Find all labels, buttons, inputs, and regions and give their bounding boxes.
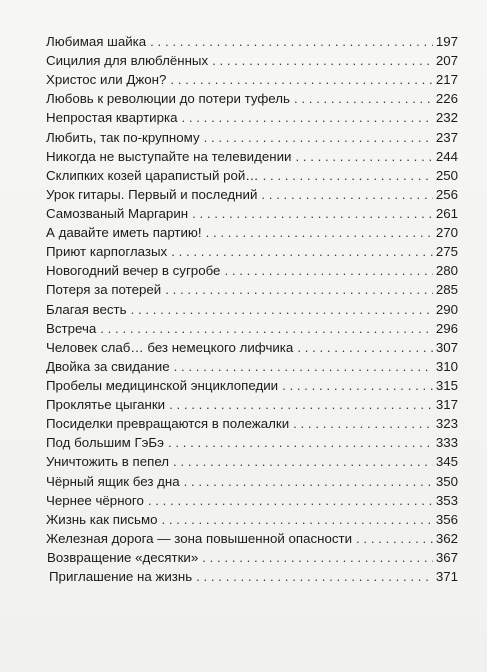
toc-entry-title: Никогда не выступайте на телевидении: [46, 148, 292, 164]
toc-dot-leader: [170, 70, 432, 89]
toc-entry-title: Непростая квартирка: [46, 110, 178, 126]
toc-dot-leader: [174, 357, 433, 376]
toc-entry-title: Благая весть: [46, 301, 127, 317]
toc-entry-page: 232: [435, 110, 458, 126]
toc-entry: [46, 128, 458, 147]
toc-entry: [46, 395, 458, 414]
toc-dot-leader: [131, 300, 433, 319]
toc-dot-leader: [148, 491, 433, 510]
toc-entry: [46, 166, 458, 185]
toc-dot-leader: [184, 472, 433, 491]
toc-entry-page: 333: [435, 435, 458, 451]
toc-entry-page: 307: [435, 339, 458, 355]
toc-entry-title: А давайте иметь партию!: [46, 225, 202, 241]
toc-entry-title: Сицилия для влюблённых: [46, 53, 209, 69]
toc-entry-page: 237: [435, 129, 458, 145]
toc-entry: [46, 433, 458, 452]
toc-entry: [46, 357, 458, 376]
toc-entry: [46, 472, 458, 491]
toc-entry-title: Склипких козей царапистый рой…: [46, 167, 259, 183]
toc-entry-page: 280: [435, 263, 458, 279]
toc-entry-page: 315: [435, 377, 458, 393]
toc-entry: [46, 280, 458, 299]
toc-dot-leader: [171, 242, 433, 261]
toc-entry-title: Самозваный Маргарин: [46, 205, 189, 221]
toc-dot-leader: [202, 548, 433, 567]
toc-entry-title: Приглашение на жизнь: [49, 569, 193, 585]
toc-entry: [46, 204, 458, 223]
toc-entry-title: Уничтожить в пепел: [46, 454, 170, 470]
toc-entry-page: 285: [435, 282, 458, 298]
toc-dot-leader: [100, 319, 433, 338]
toc-entry-page: 226: [435, 91, 458, 107]
toc-entry: [46, 32, 458, 51]
toc-entry-page: 197: [435, 34, 458, 49]
toc-entry: [46, 491, 458, 510]
toc-entry-page: 323: [435, 416, 458, 432]
toc-entry: [46, 548, 458, 567]
toc-entry: [46, 242, 458, 261]
toc-dot-leader: [168, 433, 433, 452]
toc-entry-page: 353: [435, 492, 458, 508]
toc-entry: [46, 108, 458, 127]
toc-entry: [46, 185, 458, 204]
toc-entry-title: Двойка за свидание: [46, 358, 170, 374]
toc-entry-page: 261: [435, 205, 458, 221]
toc-entry-page: 310: [435, 358, 458, 374]
toc-entry-title: Чернее чёрного: [46, 492, 144, 508]
toc-dot-leader: [261, 185, 432, 204]
toc-dot-leader: [165, 280, 433, 299]
toc-entry-title: Проклятье цыганки: [46, 397, 166, 413]
toc-entry-title: Новогодний вечер в сугробе: [46, 263, 221, 279]
toc-entry-title: Приют карпоглазых: [46, 244, 168, 260]
toc-entry-title: Пробелы медицинской энциклопедии: [46, 377, 279, 393]
toc-entry-title: Жизнь как письмо: [46, 511, 158, 527]
toc-dot-leader: [196, 567, 433, 586]
toc-entry-page: 217: [435, 72, 458, 88]
toc-entry-title: Чёрный ящик без дна: [46, 473, 180, 489]
toc-entry-page: 371: [435, 569, 458, 585]
toc-dot-leader: [356, 529, 433, 548]
toc-dot-leader: [297, 338, 433, 357]
toc-dot-leader: [192, 204, 433, 223]
toc-entry-title: Человек слаб… без немецкого лифчика: [46, 339, 294, 355]
toc-entry-title: Урок гитары. Первый и последний: [46, 186, 258, 202]
toc-entry-page: 270: [435, 225, 458, 241]
toc-entry-title: Под большим ГэБэ: [46, 435, 164, 451]
toc-entry: [46, 70, 458, 89]
toc-dot-leader: [294, 89, 433, 108]
toc-entry: [46, 452, 458, 471]
toc-entry-page: 207: [435, 53, 458, 69]
toc-entry-title: Железная дорога — зона повышенной опасности: [46, 530, 353, 546]
toc-entry-page: 367: [435, 549, 458, 565]
toc-entry-title: Любовь к революции до потери туфель: [46, 91, 290, 107]
toc-entry-title: Христос или Джон?: [46, 72, 167, 88]
toc-entry: [46, 223, 458, 242]
toc-dot-leader: [162, 510, 433, 529]
toc-dot-leader: [293, 414, 433, 433]
toc-entry-page: 350: [435, 473, 458, 489]
toc-entry-title: Любить, так по-крупному: [46, 129, 200, 145]
toc-dot-leader: [182, 108, 433, 127]
toc-dot-leader: [224, 261, 432, 280]
toc-entry-page: 256: [435, 186, 458, 202]
toc-entry-title: Потеря за потерей: [46, 282, 162, 298]
toc-entry: [46, 376, 458, 395]
toc-entry-title: Возвращение «десятки»: [47, 549, 199, 565]
toc-entry-title: Встреча: [46, 320, 97, 336]
table-of-contents: [46, 32, 458, 586]
toc-entry-page: 362: [435, 530, 458, 546]
toc-entry: [46, 319, 458, 338]
toc-entry-page: 296: [435, 320, 458, 336]
toc-entry: [46, 89, 458, 108]
toc-dot-leader: [169, 395, 433, 414]
toc-entry: [46, 338, 458, 357]
toc-entry: [46, 414, 458, 433]
toc-entry: [46, 529, 458, 548]
toc-dot-leader: [173, 452, 433, 471]
toc-entry: [46, 300, 458, 319]
toc-dot-leader: [150, 32, 433, 51]
toc-entry-page: 345: [435, 454, 458, 470]
toc-entry-title: Посиделки превращаются в полежалки: [46, 416, 290, 432]
toc-entry-page: 290: [435, 301, 458, 317]
toc-entry-page: 244: [435, 148, 458, 164]
toc-dot-leader: [263, 166, 433, 185]
toc-entry: [46, 510, 458, 529]
toc-dot-leader: [212, 51, 433, 70]
toc-entry-page: 275: [435, 244, 458, 260]
toc-entry: [46, 51, 458, 70]
toc-entry-page: 317: [435, 397, 458, 413]
toc-dot-leader: [282, 376, 433, 395]
toc-entry-title: Любимая шайка: [46, 34, 147, 49]
toc-dot-leader: [204, 128, 433, 147]
toc-entry-page: 250: [435, 167, 458, 183]
toc-entry: [46, 261, 458, 280]
toc-entry: [46, 147, 458, 166]
toc-entry-page: 356: [435, 511, 458, 527]
toc-dot-leader: [295, 147, 432, 166]
toc-entry: [46, 567, 458, 586]
toc-dot-leader: [206, 223, 433, 242]
